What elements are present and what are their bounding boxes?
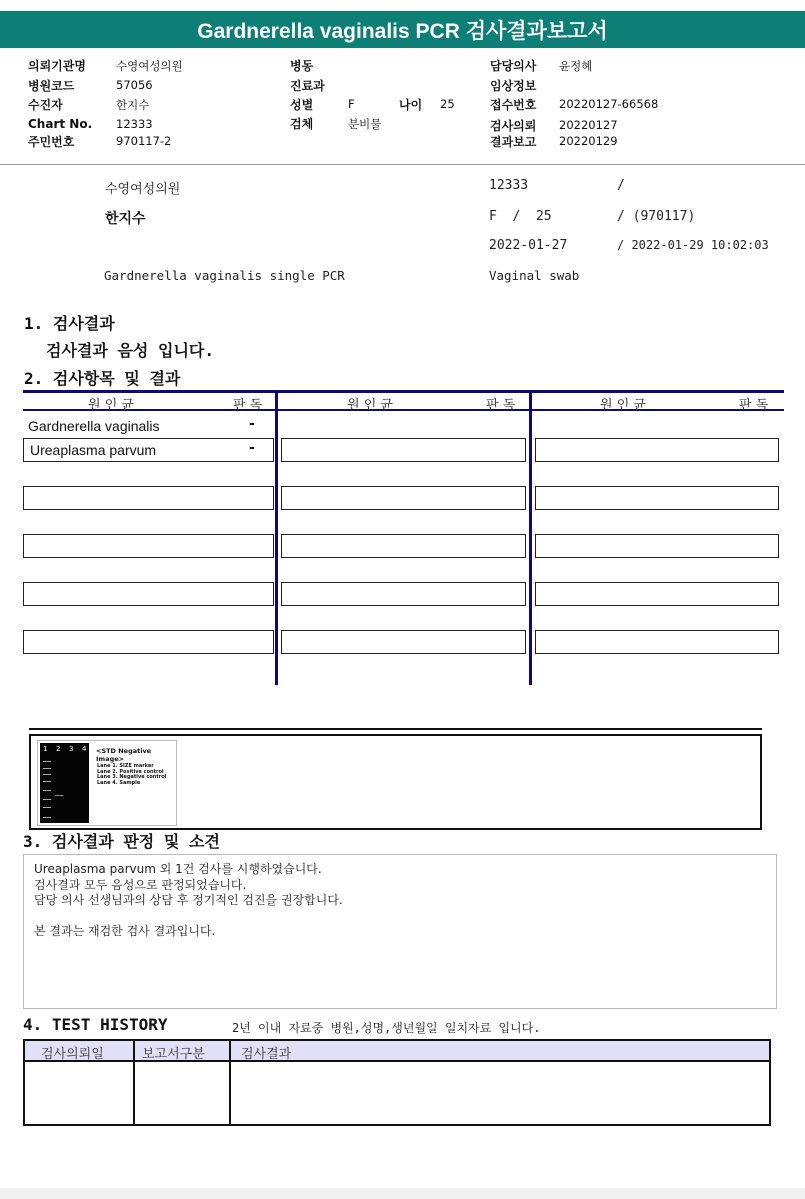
opinion-line: 본 결과는 재검한 검사 결과입니다.	[34, 924, 216, 938]
grid-header-border	[23, 409, 784, 411]
label-sex: 성별	[290, 98, 314, 112]
label-hospital-code: 병원코드	[28, 79, 75, 93]
summary-birth: / (970117)	[617, 209, 696, 224]
col-header-judge-3: 판 독	[739, 398, 769, 413]
gel-lane-image	[40, 743, 89, 823]
label-report-date: 결과보고	[490, 135, 537, 149]
opinion-line: 담당 의사 선생님과의 상담 후 정기적인 검진을 권장합니다.	[34, 893, 343, 907]
gel-band	[43, 799, 51, 800]
gel-image	[37, 740, 177, 826]
gel-legend-item: Lane 4. Sample	[97, 779, 141, 786]
empty-cell	[281, 582, 526, 606]
gel-legend-item: Lane 3. Negative control	[97, 774, 167, 780]
history-col-divider	[133, 1041, 135, 1124]
section4-title: 4. TEST HISTORY	[23, 1015, 168, 1034]
grid-top-border	[23, 390, 784, 393]
label-receipt-no: 접수번호	[490, 98, 537, 112]
value-hospital-code: 57056	[116, 78, 153, 92]
section2-title: 2. 검사항목 및 결과	[24, 369, 181, 388]
label-doctor: 담당의사	[490, 59, 537, 73]
empty-cell	[23, 486, 274, 510]
result-value-1: -	[249, 416, 255, 432]
footer-strip	[0, 1188, 805, 1199]
gel-title: <STD Negative Image>	[96, 747, 152, 763]
value-report-date: 20220129	[559, 134, 618, 148]
empty-cell	[23, 630, 274, 654]
history-header-result: 검사결과	[241, 1047, 292, 1062]
empty-cell	[535, 486, 779, 510]
empty-cell	[281, 534, 526, 558]
history-header-request-date: 검사의뢰일	[41, 1047, 104, 1062]
col-header-pathogen-3: 원 인 균	[600, 398, 646, 413]
label-request-date: 검사의뢰	[490, 119, 537, 133]
value-resident-no: 970117-2	[116, 134, 172, 148]
label-patient: 수진자	[28, 98, 63, 112]
gel-legend-item: Lane 2. Positive control	[97, 768, 164, 775]
col-header-judge-1: 판 독	[233, 398, 263, 413]
gel-lane-label: 1	[43, 745, 48, 753]
label-specimen: 검체	[290, 117, 314, 131]
summary-test-name: Gardnerella vaginalis single PCR	[104, 268, 345, 283]
report-title: Gardnerella vaginalis PCR 검사결과보고서	[0, 11, 805, 48]
gel-lane-label: 4	[82, 745, 87, 753]
empty-cell	[281, 486, 526, 510]
gel-lane-label: 3	[69, 745, 74, 753]
gel-band	[43, 817, 51, 818]
label-chart-no: Chart No.	[28, 117, 93, 131]
result-name-1: Gardnerella vaginalis	[28, 418, 160, 434]
result-value-2: -	[249, 440, 255, 456]
gel-band	[43, 807, 51, 808]
value-doctor: 윤정혜	[559, 59, 593, 73]
summary-request-date: 2022-01-27	[489, 238, 568, 253]
summary-patient: 한지수	[105, 211, 146, 227]
grid-divider-1	[275, 390, 278, 685]
label-ward: 병동	[290, 59, 314, 73]
gel-band	[43, 774, 51, 775]
history-col-divider	[229, 1041, 231, 1124]
section3-title: 3. 검사결과 판정 및 소견	[23, 832, 220, 851]
opinion-line: Ureaplasma parvum 외 1건 검사를 시행하였습니다.	[34, 862, 322, 876]
section1-title: 1. 검사결과	[24, 314, 115, 333]
gel-legend	[97, 764, 166, 786]
history-table-header	[25, 1041, 769, 1062]
opinion-line	[34, 909, 766, 925]
gel-band	[55, 795, 63, 796]
empty-cell	[281, 438, 526, 462]
value-request-date: 20220127	[559, 118, 618, 132]
label-age: 나이	[399, 98, 423, 112]
empty-cell	[535, 438, 779, 462]
empty-cell	[281, 630, 526, 654]
grid-divider-2	[529, 390, 532, 685]
empty-cell	[535, 582, 779, 606]
empty-cell	[535, 630, 779, 654]
empty-cell	[535, 534, 779, 558]
summary-chart: 12333	[489, 178, 529, 193]
col-header-pathogen-1: 원 인 균	[88, 398, 134, 413]
summary-sex-age: F / 25	[489, 209, 552, 224]
value-sex: F	[348, 97, 355, 111]
summary-clinic: 수영여성의원	[105, 182, 181, 197]
label-clinic: 의뢰기관명	[28, 59, 86, 73]
history-header-report-type: 보고서구분	[142, 1047, 205, 1062]
gel-band	[43, 790, 51, 791]
col-header-pathogen-2: 원 인 균	[347, 398, 393, 413]
value-chart-no: 12333	[116, 117, 153, 131]
label-clinical-info: 임상정보	[490, 79, 537, 93]
gel-band	[43, 768, 51, 769]
value-clinic: 수영여성의원	[116, 59, 183, 73]
separator-line	[29, 728, 762, 730]
value-patient: 한지수	[116, 98, 150, 112]
empty-cell	[23, 582, 274, 606]
summary-slash: /	[617, 178, 625, 193]
opinion-line: 검사결과 모두 음성으로 판정되었습니다.	[34, 877, 247, 892]
gel-lane-label: 2	[56, 745, 61, 753]
opinion-text	[24, 855, 776, 947]
gel-band	[43, 781, 51, 782]
result-name-2: Ureaplasma parvum	[30, 442, 157, 458]
value-receipt-no: 20220127-66568	[559, 97, 659, 111]
history-note: 2년 이내 자료중 병원,성명,생년월일 일치자료 입니다.	[232, 1021, 541, 1035]
summary-report-datetime: / 2022-01-29 10:02:03	[617, 238, 769, 252]
label-department: 진료과	[290, 79, 325, 93]
value-specimen: 분비물	[348, 117, 382, 131]
section1-result: 검사결과 음성 입니다.	[46, 341, 215, 360]
col-header-judge-2: 판 독	[486, 398, 516, 413]
opinion-box	[23, 854, 777, 1009]
label-resident-no: 주민번호	[28, 135, 75, 149]
summary-specimen: Vaginal swab	[489, 268, 580, 283]
empty-cell	[23, 534, 274, 558]
gel-band	[43, 761, 51, 762]
value-age: 25	[440, 97, 455, 111]
history-table	[23, 1039, 771, 1126]
gel-legend-item: Lane 1. SIZE marker	[97, 763, 154, 769]
